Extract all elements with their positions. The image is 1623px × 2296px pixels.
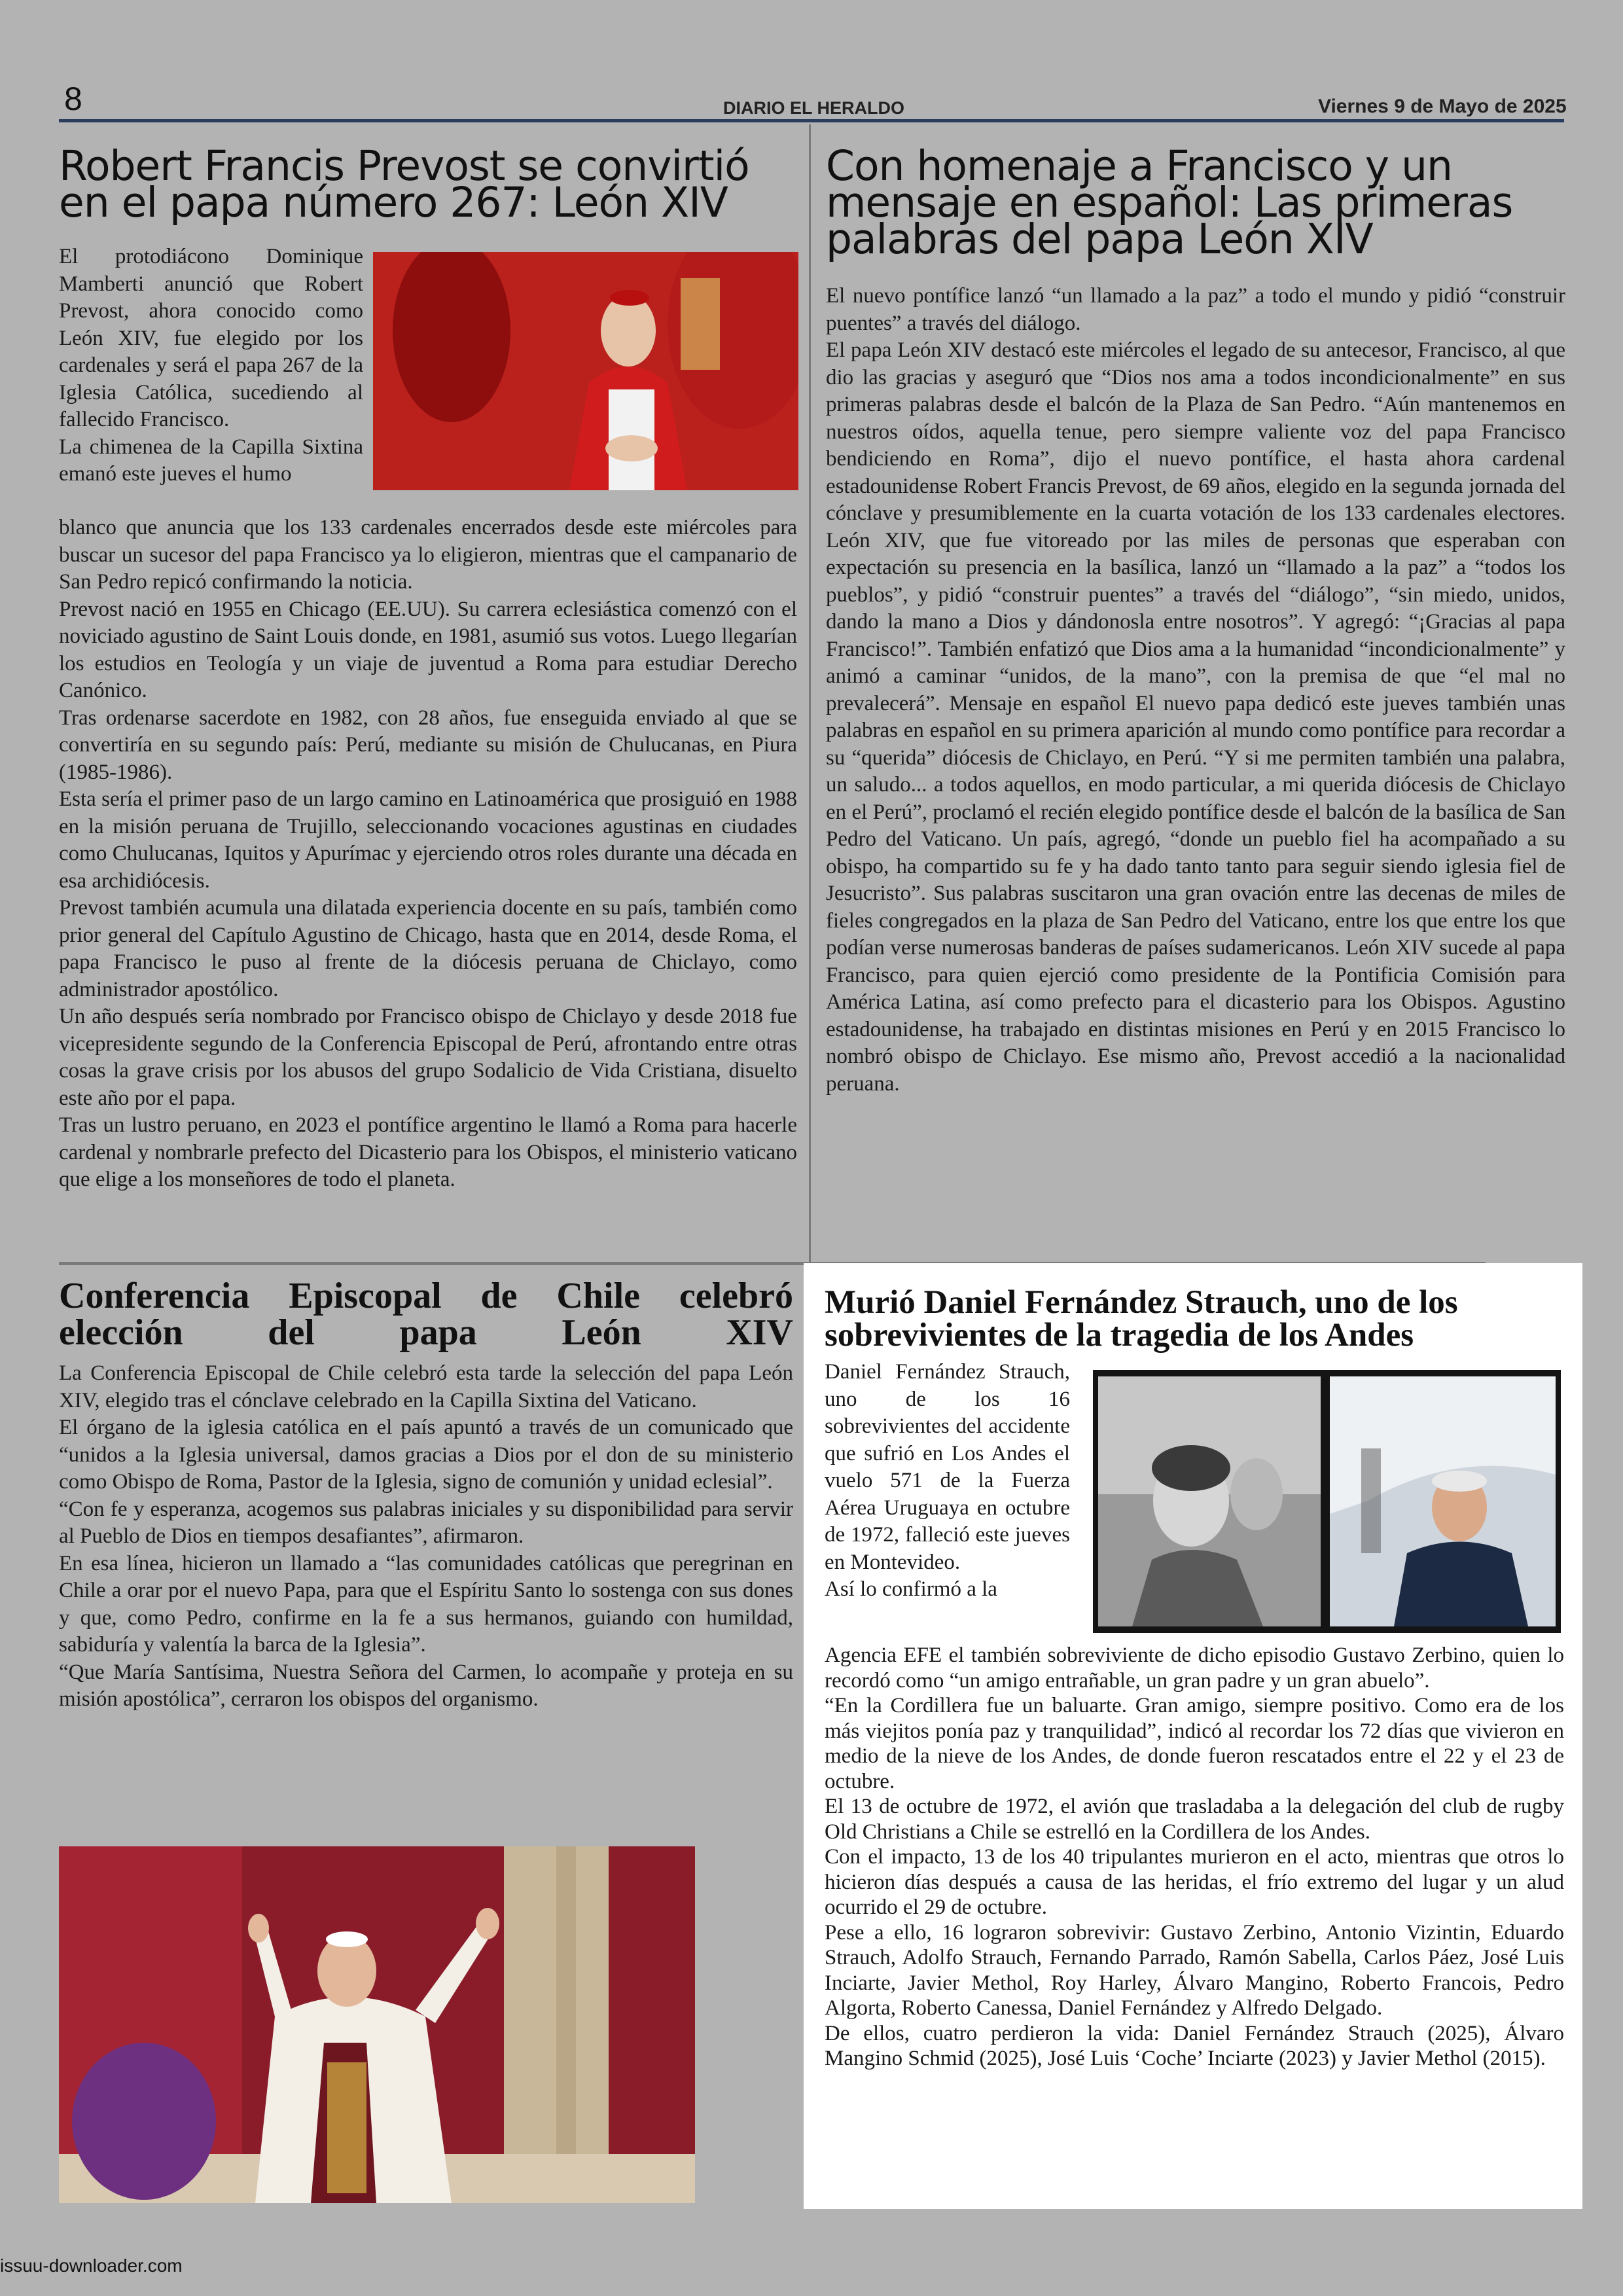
article3-p1: La Conferencia Episcopal de Chile celebró esta tarde la selección del papa León XIV, elegido tras el cónclave celebrado en la Capilla Sixtina del Vaticano. [59, 1361, 793, 1412]
newspaper-name: DIARIO EL HERALDO [723, 98, 905, 118]
fernandez-strauch-photos [1093, 1370, 1561, 1633]
article2-body [826, 283, 1565, 1098]
cardinal-prevost-photo [373, 252, 798, 490]
article4-intro [825, 1359, 1070, 1604]
header-rule [59, 119, 1564, 122]
article4-intro-p2: Así lo confirmó a la [825, 1577, 997, 1601]
article2-title: Con homenaje a Francisco y un mensaje en español: Las primeras palabras del papa León XIV [826, 142, 1513, 263]
article4-body [825, 1643, 1564, 2072]
column-divider [809, 124, 811, 1263]
article2-p2: El papa León XIV destacó este miércoles el legado de su antecesor, Francisco, al que dio las gracias y aseguró que “Dios nos ama a todos incondicionalmente” en sus primeras palabras desde el balcón de la Plaza de San Pedro. “Aún mantenemos en nuestros oídos, aquella tenue, pero siempre valiente voz del papa Francisco bendiciendo en Roma”, dijo el nuevo pontífice, el hasta ahora cardenal estadounidense Robert Francis Prevost, de 69 años, elegido en la segunda jornada del cónclave y presumiblemente en la cuarta votación de los 133 cardenales electores. León XIV, que fue vitoreado por las miles de personas que esperaban con expectación su presencia en la basílica, lanzó un “llamado a la paz” a “todos los pueblos”, y pidió “construir puentes” a través del “diálogo”, “sin miedo, unidos, dando la mano a Dios y dándonosla entre nosotros”. Y agregó: “¡Gracias al papa Francisco!”. También enfatizó que Dios ama a la humanidad “incondicionalmente” y animó a caminar “unidos, de la mano”, con la premisa de que “el mal no prevalecerá”. Mensaje en español El nuevo papa dedicó este jueves también unas palabras en español en su primera aparición al mundo como pontífice para recordar a su “querida” diócesis de Chiclayo, en Perú. “Y si me permiten también una palabra, un saludo... a todos aquellos, en modo particular, a mi querida diócesis de Chiclayo en el Perú”, proclamó el recién elegido pontífice desde el balcón de la basílica de San Pedro del Vaticano. Un país, agregó, “donde un pueblo fiel ha acompañado a su obispo, ha compartido su fe y ha dado tanto tanto para seguir siendo iglesia fiel de Jesucristo”. Sus palabras suscitaron una gran ovación entre las decenas de miles de fieles congregados en la plaza de San Pedro del Vaticano, entre los que entre los que podían verse numerosas banderas de países sudamericanos. León XIV sucede al papa Francisco, para quien ejerció como presidente de la Pontificia Comisión para América Latina, así como prefecto para el dicasterio para los Obispos. Agustino estadounidense, ha trabajado en distintas misiones en Perú y en 2015 Francisco lo nombró obispo de Chiclayo. Ese mismo año, Prevost accedió a la nacionalidad peruana. [826, 338, 1565, 1096]
article1-p6: Un año después sería nombrado por Francisco obispo de Chiclayo y desde 2018 fue vicepresidente segundo de la Conferencia Episcopal de Perú, afrontando entre otras cosas la grave crisis por los abusos del grupo Sodalicio de Vida Cristiana, disuelto este año por el papa. [59, 1005, 797, 1110]
article1-body [59, 514, 797, 1194]
issue-date: Viernes 9 de Mayo de 2025 [1318, 96, 1567, 117]
article4-p2: “En la Cordillera fue un baluarte. Gran amigo, siempre positivo. Como era de los más viejitos ponía paz y tranquilidad”, indicó al recordar los 72 días que vivieron en medio de la nieve de los Andes, de donde fueron rescatados entre el 22 y el 23 de octubre. [825, 1694, 1564, 1793]
article1-p4: Esta sería el primer paso de un largo camino en Latinoamérica que prosiguió en 1988 en la misión peruana de Trujillo, seleccionando vocaciones agustinas en ciudades como Chulucanas, Iquitos y Apurímac y ejerciendo otros roles durante una década en esa archidiócesis. [59, 787, 797, 893]
article4-p6: De ellos, cuatro perdieron la vida: Daniel Fernández Strauch (2025), Álvaro Mangino Schmid (2025), José Luis ‘Coche’ Inciarte (2023) y Javier Methol (2015). [825, 2021, 1564, 2070]
article1-p5: Prevost también acumula una dilatada experiencia docente en su país, también como prior general del Capítulo Agustino de Chicago, hasta que en 2014, desde Roma, el papa Francisco le puso al frente de la diócesis peruana de Chiclayo, como administrador apostólico. [59, 896, 797, 1001]
article4-p4: Con el impacto, 13 de los 40 tripulantes murieron en el acto, mientras que otros lo hicieron días después a causa de las heridas, el frío extremo del lugar y un alud ocurrido el 29 de octubre. [825, 1845, 1564, 1919]
article4-p1: Agencia EFE el también sobreviviente de dicho episodio Gustavo Zerbino, quien lo recordó como “un amigo entrañable, un gran padre y un gran abuelo”. [825, 1643, 1564, 1693]
article3-p3: “Con fe y esperanza, acogemos sus palabras iniciales y su disponibilidad para servir al Pueblo de Dios en tiempos desafiantes”, afirmaron. [59, 1497, 793, 1548]
article3-p5: “Que María Santísima, Nuestra Señora del Carmen, lo acompañe y proteja en su misión apostólica”, cerraron los obispos del organismo. [59, 1660, 793, 1711]
article1-p1: blanco que anuncia que los 133 cardenales encerrados desde este miércoles para buscar un sucesor del papa Francisco ya lo eligieron, mientras que el campanario de San Pedro repicó confirmando la noticia. [59, 516, 797, 594]
page-number: 8 [64, 81, 82, 117]
article3-p2: El órgano de la iglesia católica en el país apuntó a través de un comunicado que “unidos a la Iglesia universal, damos gracias a Dios por el don de su ministerio como Obispo de Roma, Pastor de la Iglesia, signo de comunión y unidad eclesial”. [59, 1416, 793, 1494]
article3-body [59, 1360, 793, 1713]
article4-intro-p1: Daniel Fernández Strauch, uno de los 16 sobrevivientes del accidente que sufrió en Los Andes el vuelo 571 de la Fuerza Aérea Uruguaya en octubre de 1972, falleció este jueves en Montevideo. [825, 1360, 1070, 1574]
article1-intro [59, 243, 363, 488]
article1-title: Robert Francis Prevost se convirtió en el papa número 267: León XIV [59, 142, 749, 226]
article3-title: Conferencia Episcopal de Chile celebró elección del papa León XIV [59, 1276, 793, 1353]
article4-title: Murió Daniel Fernández Strauch, uno de los sobrevivientes de la tragedia de los Andes [825, 1284, 1458, 1354]
article2-p1: El nuevo pontífice lanzó “un llamado a la paz” a todo el mundo y pidió “construir puentes” a través del diálogo. [826, 284, 1565, 335]
article1-intro-p1: El protodiácono Dominique Mamberti anunció que Robert Prevost, ahora conocido como León XIV, fue elegido por los cardenales y será el papa 267 de la Iglesia Católica, sucediendo al fallecido Francisco. [59, 245, 363, 431]
article1-p2: Prevost nació en 1955 en Chicago (EE.UU). Su carrera eclesiástica comenzó con el noviciado agustino de Saint Louis donde, en 1981, asumió sus votos. Luego llegarían los estudios en Teología y un viaje de juventud a Roma para estudiar Derecho Canónico. [59, 597, 797, 702]
article4-p5: Pese a ello, 16 lograron sobrevivir: Gustavo Zerbino, Antonio Vizintin, Eduardo Strauch, Adolfo Strauch, Fernando Parrado, Ramón Sabella, Carlos Páez, José Luis Inciarte, Javier Methol, Roy Harley, Álvaro Mangino, Roberto Francois, Pedro Algorta, Roberto Canessa, Daniel Fernández y Alfredo Delgado. [825, 1920, 1564, 2020]
article4-p3: El 13 de octubre de 1972, el avión que trasladaba a la delegación del club de rugby Old Christians a Chile se estrelló en la Cordillera de los Andes. [825, 1795, 1564, 1844]
article1-p7: Tras un lustro peruano, en 2023 el pontífice argentino le llamó a Roma para hacerle cardenal y nombrarle prefecto del Dicasterio para los Obispos, el ministerio vaticano que elige a los monseñores de todo el planeta. [59, 1113, 797, 1191]
article3-p4: En esa línea, hicieron un llamado a “las comunidades católicas que peregrinan en Chile a orar por el nuevo Papa, para que el Espíritu Santo lo sostenga con sus dones y que, como Pedro, confirme en la fe a sus hermanos, guiando con humildad, sabiduría y valentía la barca de la Iglesia”. [59, 1551, 793, 1657]
article1-intro-p2: La chimenea de la Capilla Sixtina emanó este jueves el humo [59, 435, 363, 486]
watermark: issuu-downloader.com [0, 2255, 183, 2276]
article1-p3: Tras ordenarse sacerdote en 1982, con 28 años, fue enseguida enviado al que se convertiría en su segundo país: Perú, mediante su misión de Chulucanas, en Piura (1985-1986). [59, 706, 797, 784]
pope-balcony-photo [59, 1846, 695, 2203]
